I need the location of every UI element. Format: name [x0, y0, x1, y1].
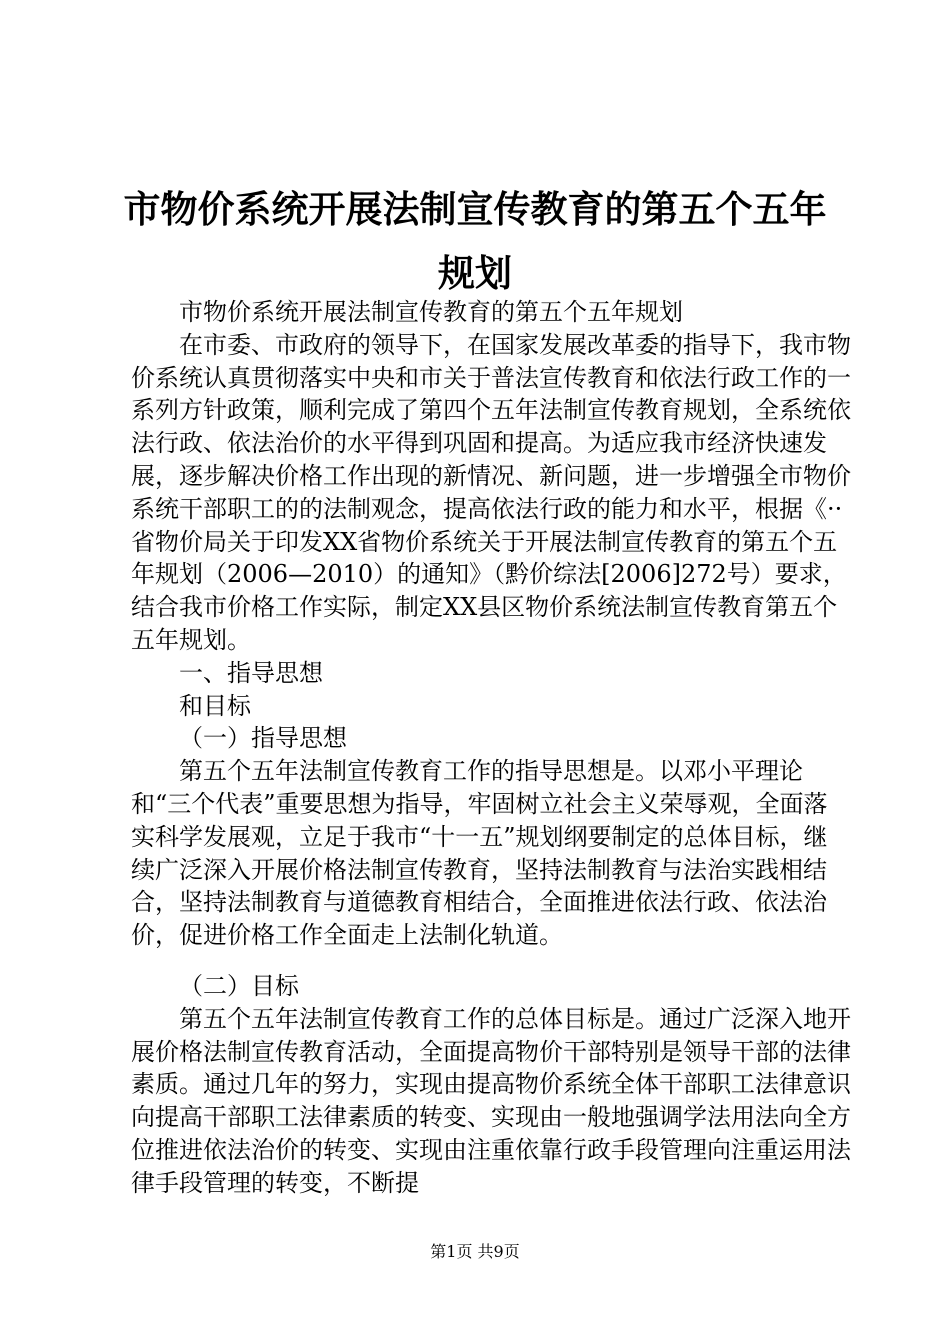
paragraph-guiding-thought: 第五个五年法制宣传教育工作的指导思想是。以邓小平理论和“三个代表”重要思想为指导，牢固树立社会主义荣辱观，全面落实科学发展观，立足于我市“十一五”规划纲要制定的总体目标，继续广泛深入开展价格法制宣传教育，坚持法制教育与法治实践相结合，坚持法制教育与道德教育相结合，全面推进依法行政、依法治价，促进价格工作全面走上法制化轨道。 [131, 757, 828, 950]
paragraph-intro: 在市委、市政府的领导下，在国家发展改革委的指导下，我市物价系统认真贯彻落实中央和市关于普法宣传教育和依法行政工作的一系列方针政策，顺利完成了第四个五年法制宣传教育规划，全系统依法行政、依法治价的水平得到巩固和提高。为适应我市经济快速发展，逐步解决价格工作出现的新情况、新问题，进一步增强全市物价系统干部职工的的法制观念，提高依法行政的能力和水平，根据《··省物价局关于印发XX省物价系统关于开展法制宣传教育的第五个五年规划（2006—2010）的通知》（黔价综法[2006]272号）要求，结合我市价格工作实际，制定XX县区物价系统法制宣传教育第五个五年规划。 [131, 330, 851, 654]
document-body [131, 296, 851, 1200]
page-footer: 第1页 共9页 [430, 1242, 520, 1261]
subsection-heading-guiding-thought: （一）指导思想 [179, 724, 347, 753]
section-heading-1: 一、指导思想 [179, 658, 323, 687]
document-title: 市物价系统开展法制宣传教育的第五个五年规划 [123, 188, 827, 295]
section-heading-1-continued: 和目标 [179, 691, 251, 720]
paragraph-goals: 第五个五年法制宣传教育工作的总体目标是。通过广泛深入地开展价格法制宣传教育活动，全面提高物价干部特别是领导干部的法律素质。通过几年的努力，实现由提高物价系统全体干部职工法律意识向提高干部职工法律素质的转变、实现由一般地强调学法用法向全方位推进依法治价的转变、实现由注重依靠行政手段管理向注重运用法律手段管理的转变，不断提 [131, 1004, 851, 1197]
subsection-heading-goals: （二）目标 [179, 971, 299, 1000]
paragraph-subtitle: 市物价系统开展法制宣传教育的第五个五年规划 [179, 298, 683, 326]
